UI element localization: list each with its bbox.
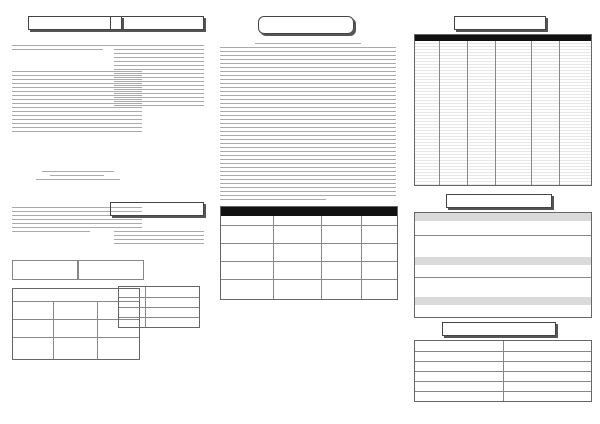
section-title-box [446,194,552,208]
wednesday-table [118,286,200,328]
section-title-box [28,16,122,30]
vehicle-table [414,212,592,318]
district-table [414,34,592,186]
section-title-box [442,322,556,336]
section-title-box [258,16,354,34]
section-title-box [110,202,204,216]
panel-center-column [214,8,400,408]
panel-right-column [410,8,596,408]
schedule-grid [12,260,78,280]
section-title-box [110,16,204,30]
afternoon-order [114,42,204,109]
wednesday-order [114,228,204,247]
finance-table [220,206,398,300]
section-title-box [454,16,546,30]
article-body [220,40,396,203]
panel-afternoon-worship [110,8,210,408]
meeting-table [414,340,592,402]
